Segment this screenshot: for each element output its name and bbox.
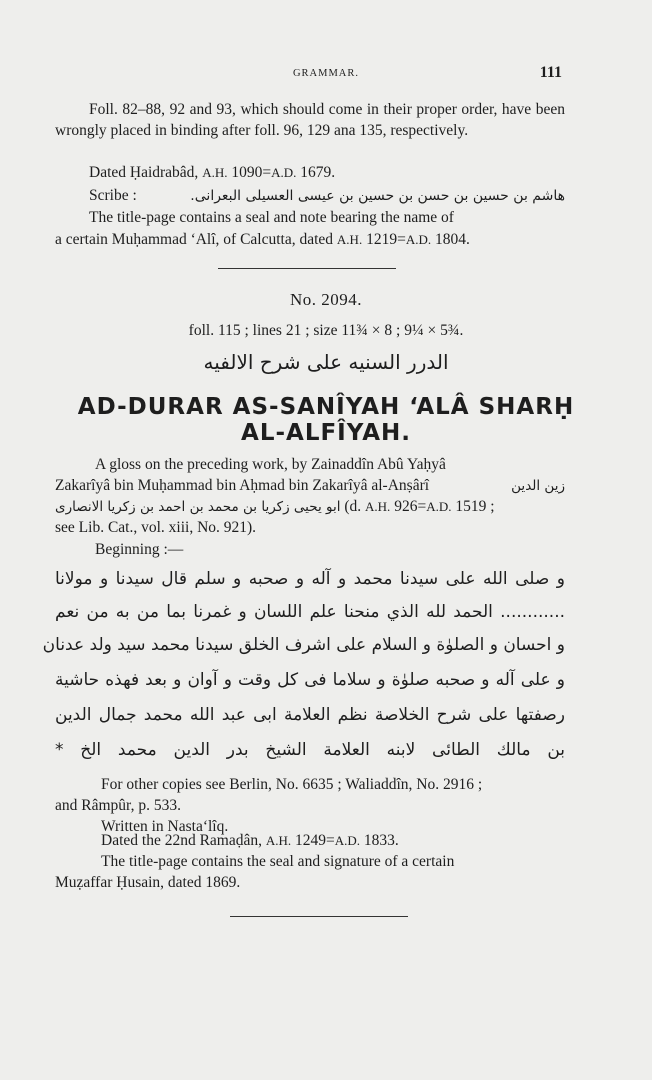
date-text: 1249=	[291, 832, 335, 849]
description-text: 926=	[390, 498, 427, 515]
incipit-arabic-line: ............ الحمد لله الذي منحنا علم اللسان و غمرنا بما من به من نعم	[55, 602, 565, 622]
date-text: Dated Ḥaidrabâd,	[89, 164, 203, 181]
era-ad: A.D.	[405, 232, 432, 247]
incipit-arabic-line: و احسان و الصلوٰة و السلام على اشرف الخلق سيدنا محمد سيد ولد عدنان	[42, 635, 565, 655]
other-copies-line2: and Râmpûr, p. 533.	[55, 797, 181, 814]
date-text: 1833.	[360, 832, 399, 849]
title-page-text: 1804.	[431, 231, 470, 248]
description-line2	[55, 476, 565, 496]
previous-entry-foliation-note: Foll. 82–88, 92 and 93, which should come in their proper order, have been wrongly placed in binding after foll. 96, 129 ana 135, respectively.	[55, 101, 565, 139]
page-number: 111	[539, 64, 562, 81]
era-ad: A.D.	[271, 165, 297, 180]
scribe-name-arabic: هاشم بن حسين بن حسن بن حسين بن عيسى العسيلى البعرانى.	[190, 188, 565, 204]
description-text: (d.	[340, 498, 366, 515]
era-ah: A.H.	[365, 499, 391, 514]
incipit-arabic-line: و على آله و صحبه صلوٰة و سلاما فى كل وقت و آوان و بعد فهذه حاشية	[55, 670, 565, 690]
author-name: Zakarîyâ bin Muḥammad bin Aḥmad bin Zakarîyâ al-Anṣârî	[55, 477, 430, 494]
era-ad: A.D.	[426, 499, 452, 514]
previous-entry-date	[89, 163, 599, 183]
section-divider-rule	[218, 268, 396, 269]
title-page-note-line2: Muẓaffar Ḥusain, dated 1869.	[55, 874, 241, 891]
incipit-arabic-line: و صلى الله على سيدنا محمد و آله و صحبه و سلم قال سيدنا و مولانا	[55, 569, 565, 589]
title-page-text: a certain Muḥammad ‘Alî, of Calcutta, dated	[55, 231, 337, 248]
era-ad: A.D.	[334, 833, 361, 848]
work-title-line1: AD-DURAR AS-SANÎYAH ‘ALÂ SHARḤ	[77, 394, 575, 420]
script-note: Written in Nasta‘lîq.	[101, 818, 229, 835]
entry-number: No. 2094.	[289, 290, 363, 309]
description-text: 1519 ;	[451, 498, 495, 515]
author-name-arabic: ابو يحيى زكريا بن محمد بن احمد بن زكريا الانصارى	[55, 499, 341, 515]
arabic-title: الدرر السنيه على شرح الالفيه	[203, 350, 449, 374]
manuscript-specs: foll. 115 ; lines 21 ; size 11¾ × 8 ; 9¼ × 5¾.	[188, 322, 464, 339]
previous-entry-title-page-line2	[55, 230, 565, 250]
running-head-title: GRAMMAR.	[292, 68, 360, 79]
date-text: 1090=	[227, 164, 272, 181]
description-line1: A gloss on the preceding work, by Zainaddîn Abû Yaḥyâ	[95, 456, 446, 473]
date-text: 1679.	[296, 164, 336, 181]
author-laqab-arabic: زين الدين	[511, 478, 565, 494]
incipit-arabic-line: بن مالك الطائى لابنه العلامة الشيخ بدر الدين محمد الخ *	[55, 740, 565, 760]
beginning-label: Beginning :—	[95, 541, 184, 558]
era-ah: A.H.	[336, 232, 363, 247]
previous-entry-scribe	[89, 186, 565, 206]
work-title-line2: AL-ALFÎYAH.	[241, 420, 411, 446]
title-page-note-line1: The title-page contains the seal and signature of a certain	[101, 853, 455, 870]
date-text: Dated the 22nd Ramaḍân,	[101, 832, 266, 849]
running-head	[0, 64, 652, 86]
previous-entry-title-page-line1: The title-page contains a seal and note bearing the name of	[89, 209, 454, 226]
era-ah: A.H.	[202, 165, 228, 180]
end-divider-rule	[230, 916, 408, 917]
other-copies-line1: For other copies see Berlin, No. 6635 ; Waliaddîn, No. 2916 ;	[101, 776, 483, 793]
era-ah: A.H.	[265, 833, 292, 848]
scribe-label: Scribe :	[89, 187, 137, 204]
incipit-arabic-line: رصفتها على شرح الخلاصة نظم العلامة ابى عبد الله محمد جمال الدين	[55, 705, 565, 725]
description-line4: see Lib. Cat., vol. xiii, No. 921).	[55, 519, 257, 536]
date-note	[101, 831, 611, 851]
description-line3	[55, 497, 565, 517]
title-page-text: 1219=	[362, 231, 406, 248]
